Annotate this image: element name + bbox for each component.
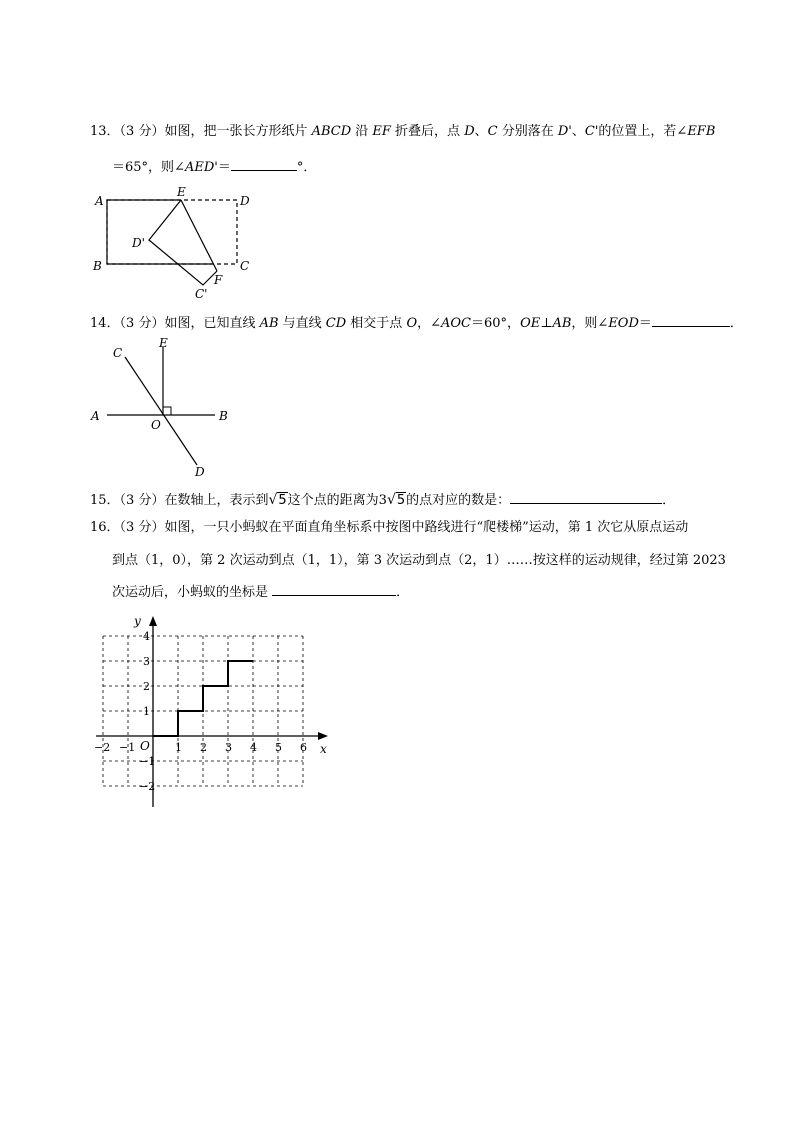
x-axis-arrow	[318, 732, 328, 740]
label-C: C	[113, 346, 123, 360]
label-B: B	[93, 259, 102, 273]
q16-coordinate-grid	[88, 612, 338, 812]
x-tick-label: 6	[300, 741, 307, 754]
label-E: E	[159, 336, 168, 350]
x-tick-label: −2	[94, 741, 111, 754]
y-tick-label: 1	[143, 705, 150, 718]
answer-blank-13[interactable]	[231, 158, 297, 171]
line-cd	[125, 357, 197, 465]
label-Dprime: D'	[132, 236, 145, 250]
label-D: D	[195, 465, 205, 479]
label-C: C	[240, 259, 250, 273]
y-tick-label: 4	[143, 630, 150, 643]
fold-line-ef	[181, 200, 217, 271]
x-tick-label: −1	[119, 741, 136, 754]
label-Cprime: C'	[195, 287, 208, 301]
x-tick-label: 1	[175, 741, 182, 754]
label-E: E	[177, 185, 186, 199]
label-D: D	[240, 194, 250, 208]
origin-label: O	[140, 739, 150, 753]
q16-line1: 16．（3 分）如图，一只小蚂蚁在平面直角坐标系中按图中路线进行“爬楼梯”运动，第 1 次它从原点运动	[90, 520, 689, 535]
rect-dashed-outline	[107, 200, 237, 264]
label-A: A	[91, 409, 100, 423]
right-angle-mark	[163, 407, 171, 415]
x-tick-label: 5	[275, 741, 282, 754]
label-A: A	[95, 194, 104, 208]
q16-line3: 次运动后，小蚂蚁的坐标是 ．	[112, 585, 410, 600]
x-tick-label: 2	[200, 741, 207, 754]
q14-line: 14．（3 分）如图，已知直线 AB 与直线 CD 相交于点 O，∠AOC＝60°，OE⊥AB，则∠EOD＝ ．	[90, 316, 743, 331]
label-F: F	[214, 273, 223, 287]
axis-label-y: y	[134, 614, 141, 628]
q13-figure	[85, 185, 265, 305]
answer-blank-16[interactable]	[272, 583, 396, 596]
y-tick-label: −1	[139, 755, 156, 768]
y-tick-label: −2	[139, 780, 156, 793]
axis-label-x: x	[320, 742, 327, 756]
y-tick-label: 2	[143, 680, 150, 693]
answer-blank-15[interactable]	[510, 491, 662, 504]
sqrt-five-2: √5	[386, 492, 406, 508]
q13-line2: ＝65°，则∠AED'＝ °．	[112, 160, 317, 175]
x-tick-label: 3	[225, 741, 232, 754]
folded-part	[149, 200, 217, 285]
q14-figure	[85, 335, 245, 480]
y-axis-arrow	[149, 616, 157, 626]
q16-line2: 到点（1，0），第 2 次运动到点（1，1），第 3 次运动到点（2，1）……按这样的运动规律，经过第 2023	[112, 553, 726, 568]
answer-blank-14[interactable]	[652, 314, 730, 327]
q13-line1: 13．（3 分）如图，把一张长方形纸片 ABCD 沿 EF 折叠后，点 D、C 分别落在 D'、C'的位置上，若∠EFB	[90, 124, 716, 139]
x-tick-label: 4	[250, 741, 257, 754]
label-O: O	[151, 418, 161, 432]
y-tick-label: 3	[143, 655, 150, 668]
rect-solid-edges	[107, 200, 212, 264]
q15-line: 15．（3 分）在数轴上，表示到√5这个点的距离为3√5的点对应的数是： ．	[90, 492, 676, 508]
label-B: B	[219, 409, 228, 423]
sqrt-five: √5	[268, 492, 287, 508]
